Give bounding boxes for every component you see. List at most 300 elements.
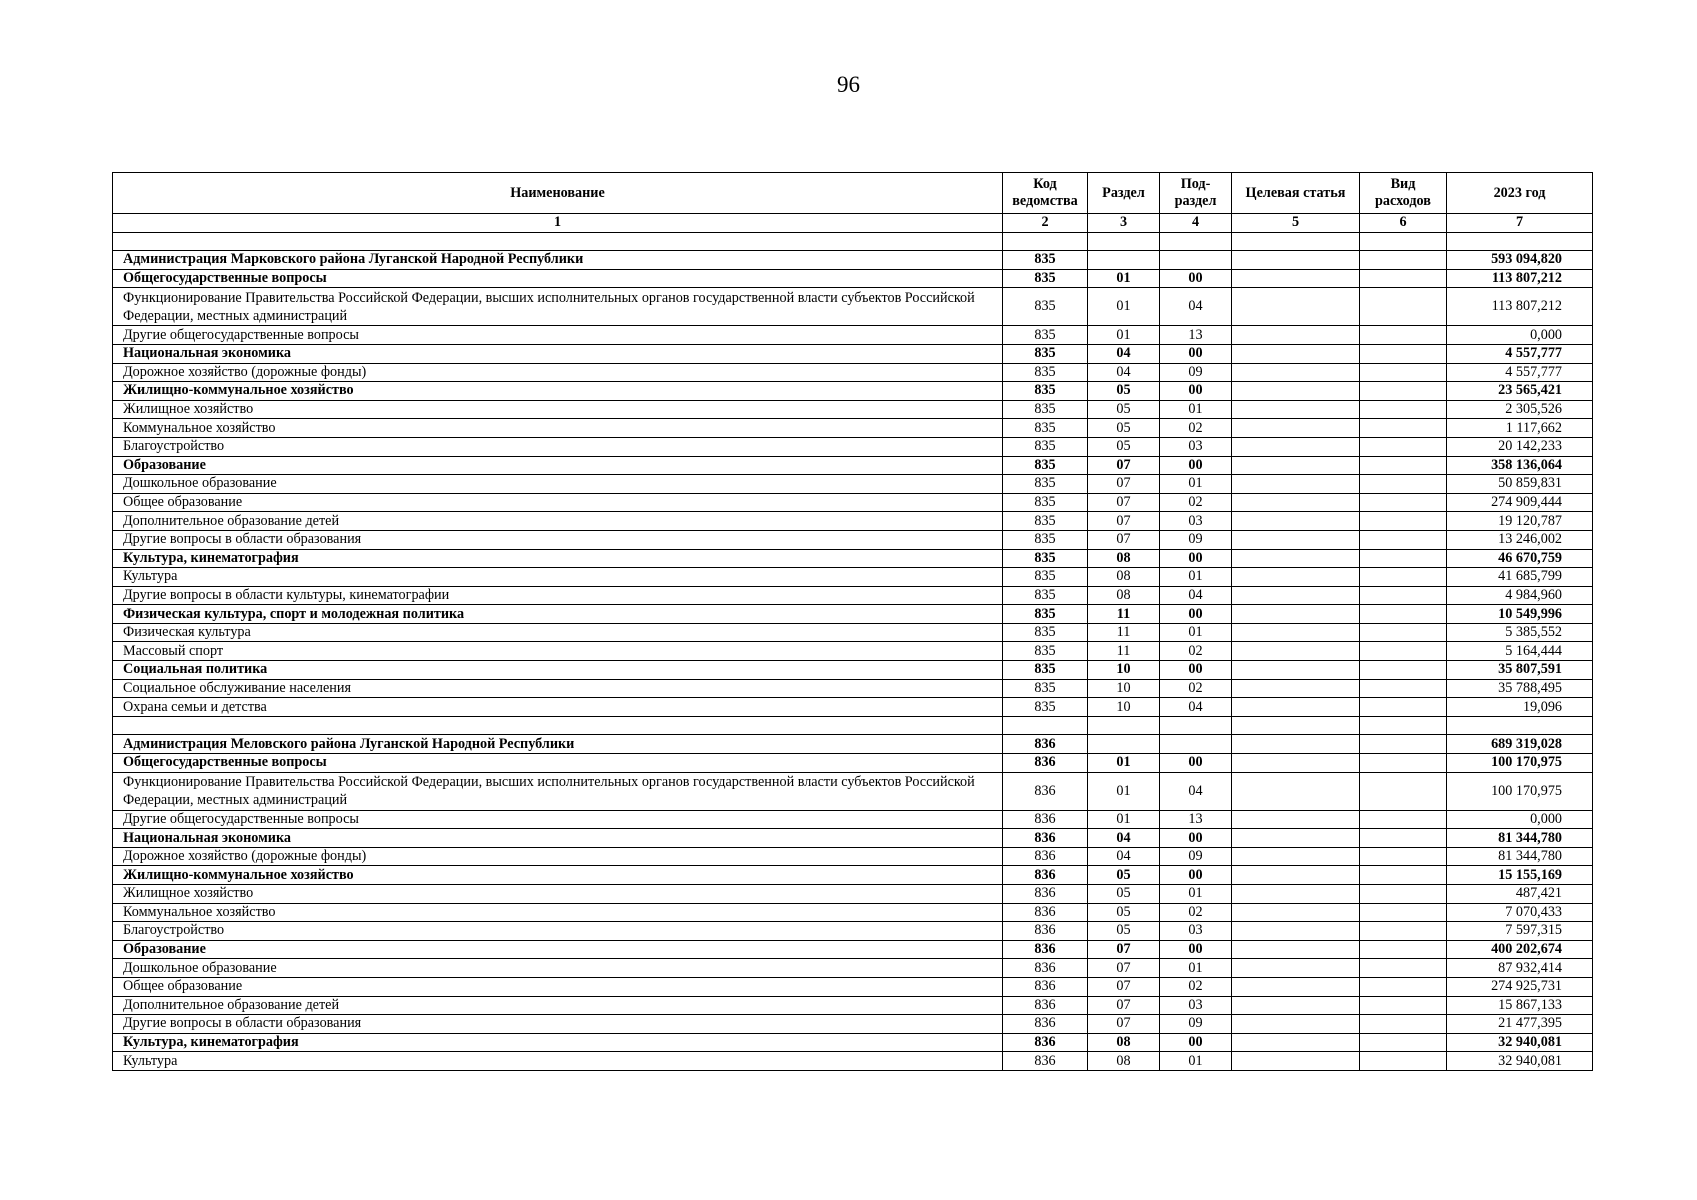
cell-expense-kind — [1360, 810, 1447, 829]
empty-cell — [1232, 232, 1360, 251]
cell-target-article — [1232, 475, 1360, 494]
cell-amount: 487,421 — [1447, 885, 1593, 904]
page-number: 96 — [837, 72, 860, 97]
cell-subsection: 01 — [1160, 400, 1232, 419]
empty-cell — [1160, 716, 1232, 735]
table-row — [113, 829, 1593, 848]
cell-expense-kind — [1360, 382, 1447, 401]
column-number: 4 — [1160, 214, 1232, 233]
table-row — [113, 623, 1593, 642]
cell-amount: 0,000 — [1447, 810, 1593, 829]
cell-subsection: 00 — [1160, 605, 1232, 624]
table-row — [113, 363, 1593, 382]
cell-subsection: 00 — [1160, 382, 1232, 401]
cell-department-code: 835 — [1003, 661, 1088, 680]
empty-cell — [1232, 716, 1360, 735]
cell-amount: 41 685,799 — [1447, 568, 1593, 587]
table-row — [113, 698, 1593, 717]
cell-expense-kind — [1360, 922, 1447, 941]
cell-expense-kind — [1360, 903, 1447, 922]
cell-section: 05 — [1088, 922, 1160, 941]
cell-section: 08 — [1088, 549, 1160, 568]
cell-department-code: 835 — [1003, 269, 1088, 288]
cell-department-code: 835 — [1003, 475, 1088, 494]
cell-amount: 15 867,133 — [1447, 996, 1593, 1015]
cell-expense-kind — [1360, 512, 1447, 531]
cell-department-code: 836 — [1003, 885, 1088, 904]
cell-name: Общегосударственные вопросы — [113, 754, 1003, 773]
column-number: 2 — [1003, 214, 1088, 233]
table-row — [113, 642, 1593, 661]
cell-amount: 4 557,777 — [1447, 363, 1593, 382]
cell-name: Другие вопросы в области культуры, кинематографии — [113, 586, 1003, 605]
cell-department-code: 835 — [1003, 363, 1088, 382]
cell-department-code: 836 — [1003, 922, 1088, 941]
table-row — [113, 735, 1593, 754]
cell-name: Образование — [113, 940, 1003, 959]
empty-cell — [1447, 716, 1593, 735]
cell-section: 07 — [1088, 475, 1160, 494]
cell-section: 07 — [1088, 493, 1160, 512]
cell-department-code: 836 — [1003, 940, 1088, 959]
empty-cell — [113, 716, 1003, 735]
spacer-row — [113, 232, 1593, 251]
cell-name: Дошкольное образование — [113, 959, 1003, 978]
table-row — [113, 866, 1593, 885]
cell-target-article — [1232, 1015, 1360, 1034]
cell-department-code: 836 — [1003, 1052, 1088, 1071]
cell-department-code: 835 — [1003, 456, 1088, 475]
cell-expense-kind — [1360, 847, 1447, 866]
cell-target-article — [1232, 810, 1360, 829]
cell-section: 05 — [1088, 419, 1160, 438]
cell-name: Функционирование Правительства Российской Федерации, высших исполнительных органов государственной власти субъектов Российской Федерации, местных администраций — [113, 288, 1003, 326]
cell-expense-kind — [1360, 326, 1447, 345]
table-body — [113, 232, 1593, 1070]
cell-expense-kind — [1360, 493, 1447, 512]
cell-expense-kind — [1360, 661, 1447, 680]
cell-section: 07 — [1088, 512, 1160, 531]
cell-expense-kind — [1360, 996, 1447, 1015]
cell-name: Дополнительное образование детей — [113, 996, 1003, 1015]
cell-amount: 50 859,831 — [1447, 475, 1593, 494]
cell-subsection: 03 — [1160, 922, 1232, 941]
cell-amount: 23 565,421 — [1447, 382, 1593, 401]
cell-subsection: 09 — [1160, 1015, 1232, 1034]
cell-amount: 19 120,787 — [1447, 512, 1593, 531]
cell-target-article — [1232, 735, 1360, 754]
cell-amount: 87 932,414 — [1447, 959, 1593, 978]
empty-cell — [1003, 232, 1088, 251]
table-row — [113, 885, 1593, 904]
cell-subsection: 01 — [1160, 959, 1232, 978]
cell-section: 08 — [1088, 568, 1160, 587]
cell-subsection: 02 — [1160, 679, 1232, 698]
table-row — [113, 549, 1593, 568]
cell-subsection: 03 — [1160, 996, 1232, 1015]
cell-subsection: 04 — [1160, 288, 1232, 326]
cell-subsection: 01 — [1160, 885, 1232, 904]
cell-section: 01 — [1088, 326, 1160, 345]
cell-amount: 113 807,212 — [1447, 269, 1593, 288]
cell-name: Дорожное хозяйство (дорожные фонды) — [113, 847, 1003, 866]
table-row — [113, 772, 1593, 810]
cell-expense-kind — [1360, 642, 1447, 661]
cell-department-code: 835 — [1003, 493, 1088, 512]
column-number-row — [113, 214, 1593, 233]
table-row — [113, 530, 1593, 549]
cell-target-article — [1232, 903, 1360, 922]
cell-expense-kind — [1360, 586, 1447, 605]
cell-section: 08 — [1088, 586, 1160, 605]
header-section: Раздел — [1088, 173, 1160, 214]
cell-name: Жилищно-коммунальное хозяйство — [113, 866, 1003, 885]
cell-subsection: 09 — [1160, 363, 1232, 382]
cell-subsection: 13 — [1160, 326, 1232, 345]
cell-expense-kind — [1360, 605, 1447, 624]
cell-subsection: 04 — [1160, 772, 1232, 810]
cell-subsection: 01 — [1160, 568, 1232, 587]
header-row — [113, 173, 1593, 214]
table-row — [113, 400, 1593, 419]
cell-amount: 15 155,169 — [1447, 866, 1593, 885]
cell-expense-kind — [1360, 344, 1447, 363]
cell-target-article — [1232, 698, 1360, 717]
cell-department-code: 836 — [1003, 735, 1088, 754]
cell-department-code: 836 — [1003, 959, 1088, 978]
cell-name: Национальная экономика — [113, 829, 1003, 848]
table-row — [113, 456, 1593, 475]
cell-amount: 32 940,081 — [1447, 1052, 1593, 1071]
cell-amount: 5 385,552 — [1447, 623, 1593, 642]
cell-name: Физическая культура, спорт и молодежная политика — [113, 605, 1003, 624]
cell-department-code: 836 — [1003, 977, 1088, 996]
cell-department-code: 835 — [1003, 419, 1088, 438]
cell-name: Дошкольное образование — [113, 475, 1003, 494]
cell-section: 08 — [1088, 1052, 1160, 1071]
cell-section: 07 — [1088, 996, 1160, 1015]
cell-section: 07 — [1088, 456, 1160, 475]
cell-target-article — [1232, 922, 1360, 941]
cell-target-article — [1232, 829, 1360, 848]
cell-subsection: 00 — [1160, 344, 1232, 363]
cell-target-article — [1232, 586, 1360, 605]
cell-target-article — [1232, 344, 1360, 363]
cell-name: Физическая культура — [113, 623, 1003, 642]
cell-expense-kind — [1360, 866, 1447, 885]
cell-department-code: 835 — [1003, 605, 1088, 624]
cell-section: 05 — [1088, 903, 1160, 922]
budget-table — [112, 172, 1593, 1071]
cell-section — [1088, 251, 1160, 270]
cell-name: Функционирование Правительства Российской Федерации, высших исполнительных органов государственной власти субъектов Российской Федерации, местных администраций — [113, 772, 1003, 810]
cell-target-article — [1232, 679, 1360, 698]
empty-cell — [1360, 232, 1447, 251]
cell-section: 07 — [1088, 977, 1160, 996]
cell-section: 11 — [1088, 605, 1160, 624]
cell-department-code: 836 — [1003, 1033, 1088, 1052]
cell-subsection: 03 — [1160, 512, 1232, 531]
cell-amount: 5 164,444 — [1447, 642, 1593, 661]
cell-target-article — [1232, 549, 1360, 568]
cell-name: Благоустройство — [113, 922, 1003, 941]
cell-target-article — [1232, 530, 1360, 549]
cell-subsection: 00 — [1160, 866, 1232, 885]
cell-expense-kind — [1360, 977, 1447, 996]
table-row — [113, 1052, 1593, 1071]
cell-amount: 2 305,526 — [1447, 400, 1593, 419]
cell-name: Жилищное хозяйство — [113, 400, 1003, 419]
cell-department-code: 835 — [1003, 568, 1088, 587]
cell-name: Другие общегосударственные вопросы — [113, 326, 1003, 345]
cell-name: Общегосударственные вопросы — [113, 269, 1003, 288]
cell-expense-kind — [1360, 679, 1447, 698]
cell-expense-kind — [1360, 829, 1447, 848]
cell-target-article — [1232, 456, 1360, 475]
cell-subsection: 01 — [1160, 623, 1232, 642]
cell-expense-kind — [1360, 623, 1447, 642]
empty-cell — [113, 232, 1003, 251]
cell-amount: 7 070,433 — [1447, 903, 1593, 922]
cell-department-code: 835 — [1003, 586, 1088, 605]
cell-section: 10 — [1088, 661, 1160, 680]
cell-name: Общее образование — [113, 977, 1003, 996]
table-row — [113, 382, 1593, 401]
cell-target-article — [1232, 493, 1360, 512]
cell-amount: 400 202,674 — [1447, 940, 1593, 959]
cell-subsection: 02 — [1160, 903, 1232, 922]
cell-subsection: 00 — [1160, 269, 1232, 288]
cell-subsection: 04 — [1160, 698, 1232, 717]
cell-expense-kind — [1360, 456, 1447, 475]
cell-name: Жилищно-коммунальное хозяйство — [113, 382, 1003, 401]
cell-amount: 274 925,731 — [1447, 977, 1593, 996]
cell-section: 07 — [1088, 959, 1160, 978]
cell-amount: 113 807,212 — [1447, 288, 1593, 326]
cell-name: Дорожное хозяйство (дорожные фонды) — [113, 363, 1003, 382]
cell-department-code: 835 — [1003, 698, 1088, 717]
table-row — [113, 512, 1593, 531]
cell-subsection: 01 — [1160, 1052, 1232, 1071]
cell-department-code: 835 — [1003, 549, 1088, 568]
cell-amount: 100 170,975 — [1447, 754, 1593, 773]
table-row — [113, 493, 1593, 512]
cell-amount: 35 807,591 — [1447, 661, 1593, 680]
table-row — [113, 996, 1593, 1015]
cell-department-code: 836 — [1003, 754, 1088, 773]
cell-amount: 358 136,064 — [1447, 456, 1593, 475]
cell-target-article — [1232, 623, 1360, 642]
table-row — [113, 326, 1593, 345]
cell-subsection: 02 — [1160, 977, 1232, 996]
cell-department-code: 835 — [1003, 623, 1088, 642]
cell-name: Социальное обслуживание населения — [113, 679, 1003, 698]
header-subsection: Под-раздел — [1160, 173, 1232, 214]
cell-subsection: 09 — [1160, 530, 1232, 549]
cell-name: Другие вопросы в области образования — [113, 530, 1003, 549]
cell-amount: 19,096 — [1447, 698, 1593, 717]
cell-target-article — [1232, 996, 1360, 1015]
cell-department-code: 835 — [1003, 512, 1088, 531]
empty-cell — [1003, 716, 1088, 735]
cell-subsection: 01 — [1160, 475, 1232, 494]
table-row — [113, 605, 1593, 624]
cell-expense-kind — [1360, 1052, 1447, 1071]
cell-department-code: 835 — [1003, 326, 1088, 345]
cell-target-article — [1232, 512, 1360, 531]
cell-section: 05 — [1088, 400, 1160, 419]
cell-expense-kind — [1360, 568, 1447, 587]
cell-name: Культура, кинематография — [113, 1033, 1003, 1052]
cell-expense-kind — [1360, 885, 1447, 904]
cell-target-article — [1232, 977, 1360, 996]
cell-subsection: 00 — [1160, 754, 1232, 773]
header-name: Наименование — [113, 173, 1003, 214]
cell-expense-kind — [1360, 1015, 1447, 1034]
cell-subsection: 00 — [1160, 456, 1232, 475]
cell-subsection: 00 — [1160, 549, 1232, 568]
cell-name: Другие вопросы в области образования — [113, 1015, 1003, 1034]
cell-amount: 1 117,662 — [1447, 419, 1593, 438]
table-row — [113, 1015, 1593, 1034]
cell-target-article — [1232, 419, 1360, 438]
cell-expense-kind — [1360, 735, 1447, 754]
cell-amount: 20 142,233 — [1447, 437, 1593, 456]
cell-department-code: 836 — [1003, 847, 1088, 866]
cell-subsection — [1160, 251, 1232, 270]
cell-department-code: 835 — [1003, 344, 1088, 363]
cell-target-article — [1232, 1033, 1360, 1052]
cell-section: 04 — [1088, 344, 1160, 363]
cell-subsection: 04 — [1160, 586, 1232, 605]
cell-expense-kind — [1360, 475, 1447, 494]
cell-target-article — [1232, 400, 1360, 419]
cell-subsection: 13 — [1160, 810, 1232, 829]
cell-expense-kind — [1360, 772, 1447, 810]
cell-expense-kind — [1360, 940, 1447, 959]
header-expense-kind: Вид расходов — [1360, 173, 1447, 214]
cell-target-article — [1232, 288, 1360, 326]
cell-section: 05 — [1088, 866, 1160, 885]
column-number: 6 — [1360, 214, 1447, 233]
table-row — [113, 903, 1593, 922]
cell-amount: 32 940,081 — [1447, 1033, 1593, 1052]
cell-name: Дополнительное образование детей — [113, 512, 1003, 531]
header-year-amount: 2023 год — [1447, 173, 1593, 214]
cell-section: 10 — [1088, 679, 1160, 698]
cell-amount: 35 788,495 — [1447, 679, 1593, 698]
empty-cell — [1447, 232, 1593, 251]
table-row — [113, 661, 1593, 680]
cell-department-code: 835 — [1003, 251, 1088, 270]
table-row — [113, 344, 1593, 363]
cell-section: 11 — [1088, 642, 1160, 661]
cell-amount: 593 094,820 — [1447, 251, 1593, 270]
cell-section: 01 — [1088, 810, 1160, 829]
cell-department-code: 835 — [1003, 642, 1088, 661]
cell-section: 05 — [1088, 885, 1160, 904]
cell-subsection: 00 — [1160, 1033, 1232, 1052]
cell-section: 04 — [1088, 847, 1160, 866]
cell-department-code: 835 — [1003, 288, 1088, 326]
column-number: 5 — [1232, 214, 1360, 233]
cell-amount: 0,000 — [1447, 326, 1593, 345]
cell-expense-kind — [1360, 363, 1447, 382]
cell-target-article — [1232, 661, 1360, 680]
cell-amount: 4 557,777 — [1447, 344, 1593, 363]
cell-section: 01 — [1088, 269, 1160, 288]
spacer-row — [113, 716, 1593, 735]
cell-target-article — [1232, 772, 1360, 810]
header-department-code: Код ведомства — [1003, 173, 1088, 214]
cell-expense-kind — [1360, 400, 1447, 419]
table-row — [113, 810, 1593, 829]
cell-expense-kind — [1360, 754, 1447, 773]
cell-department-code: 835 — [1003, 400, 1088, 419]
cell-amount: 13 246,002 — [1447, 530, 1593, 549]
cell-target-article — [1232, 1052, 1360, 1071]
header-target-article: Целевая статья — [1232, 173, 1360, 214]
empty-cell — [1088, 232, 1160, 251]
cell-section: 10 — [1088, 698, 1160, 717]
cell-expense-kind — [1360, 959, 1447, 978]
cell-target-article — [1232, 885, 1360, 904]
table-row — [113, 847, 1593, 866]
cell-target-article — [1232, 605, 1360, 624]
cell-target-article — [1232, 251, 1360, 270]
cell-name: Жилищное хозяйство — [113, 885, 1003, 904]
cell-name: Культура, кинематография — [113, 549, 1003, 568]
cell-section: 04 — [1088, 363, 1160, 382]
cell-amount: 10 549,996 — [1447, 605, 1593, 624]
table-row — [113, 679, 1593, 698]
table-row — [113, 940, 1593, 959]
cell-section: 05 — [1088, 382, 1160, 401]
table-row — [113, 251, 1593, 270]
column-number: 1 — [113, 214, 1003, 233]
cell-expense-kind — [1360, 437, 1447, 456]
cell-subsection: 03 — [1160, 437, 1232, 456]
cell-subsection: 02 — [1160, 493, 1232, 512]
cell-target-article — [1232, 269, 1360, 288]
table-row — [113, 977, 1593, 996]
table-row — [113, 568, 1593, 587]
cell-section: 05 — [1088, 437, 1160, 456]
table-row — [113, 475, 1593, 494]
empty-cell — [1160, 232, 1232, 251]
column-number: 7 — [1447, 214, 1593, 233]
cell-department-code: 836 — [1003, 810, 1088, 829]
cell-target-article — [1232, 866, 1360, 885]
cell-name: Другие общегосударственные вопросы — [113, 810, 1003, 829]
cell-expense-kind — [1360, 288, 1447, 326]
cell-department-code: 836 — [1003, 903, 1088, 922]
cell-name: Образование — [113, 456, 1003, 475]
cell-name: Культура — [113, 1052, 1003, 1071]
cell-subsection: 02 — [1160, 642, 1232, 661]
cell-department-code: 835 — [1003, 530, 1088, 549]
cell-department-code: 836 — [1003, 829, 1088, 848]
cell-amount: 81 344,780 — [1447, 829, 1593, 848]
column-number: 3 — [1088, 214, 1160, 233]
cell-amount: 46 670,759 — [1447, 549, 1593, 568]
table-row — [113, 922, 1593, 941]
cell-name: Администрация Марковского района Луганской Народной Республики — [113, 251, 1003, 270]
cell-amount: 274 909,444 — [1447, 493, 1593, 512]
cell-subsection: 00 — [1160, 940, 1232, 959]
cell-name: Социальная политика — [113, 661, 1003, 680]
cell-section: 07 — [1088, 940, 1160, 959]
